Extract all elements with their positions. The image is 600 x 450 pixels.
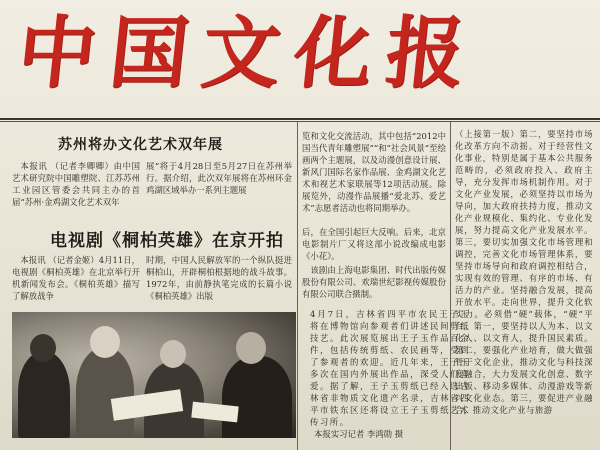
middle-column-mid [302, 226, 446, 262]
story2-paragraph-left: 本报讯 （记者金姬）4月11日，电视剧《桐柏英雄》在北京举行开机新闻发布会。《桐柏英雄》描写了解放战争 [12, 255, 140, 301]
masthead-rule [0, 118, 600, 120]
feature-photo [12, 312, 296, 438]
story1-paragraph-left: 本报讯 （记者李卿卿）由中国艺术研究院中国雕塑院、江苏苏州工业园区管委会共同主办的首届“苏州·金鸡湖文化艺术双年 [12, 161, 140, 207]
photo-caption: 4月7日，吉林省四平市农民王子玉将在博物馆向参观者们讲述民间剪纸技艺。此次展览展出王子玉作品百余件，包括传统剪纸、农民画等，受到了参观者的欢迎。近几年来，王子玉多次在国内外展出作品，深受人们喜爱。据了解，王子玉剪纸已经入选吉林省非物质文化遗产名录，吉林省四平市铁东区还将设立王子玉剪纸艺术传习所。 [310, 309, 470, 427]
story2-body-right [146, 254, 292, 308]
middle-paragraph-2: 后，在全国引起巨大反响。后来，北京电影制片厂又将这部小说改编成电影《小花》。 [302, 227, 446, 261]
story1-body-right [146, 160, 292, 222]
middle-paragraph-1: 览和文化交流活动，其中包括“2012中国当代青年雕塑展”“和”社会风景“至绘画两个主题展，以及动漫创意设计展、新风门国际名家作品展、金鸡湖文化艺术和视艺术家联展等12项活动展。除展览外，动漫作品展播“爱北苏、爱艺术”志愿者活动也将同期举办。 [302, 131, 446, 213]
story2-paragraph-right: 时期，中国人民解放军的一个纵队挺进桐柏山，开辟桐柏根据地的战斗故事。1972年，由前静执笔完成的长篇小说《桐柏英雄》出版 [146, 255, 292, 301]
middle-column-top [302, 130, 446, 222]
middle-paragraph-3: 该剧由上海电影集团、时代出版传媒股份有限公司、欢瑞世纪影视传媒股份有限公司联合摄制。 [302, 265, 446, 299]
masthead-title: 中国文化报 [13, 8, 483, 99]
story2-body-left [12, 254, 140, 308]
story2-headline: 电视剧《桐柏英雄》在京开拍 [50, 231, 284, 251]
right-column-text: （上接第一版）第二，要坚持市场化改革方向不动摇。对于经营性文化事业，特别是属于基本公共服务范畴的，必须政府投入、政府主导，充分发挥市场机制作用。对于文化产业发展，必须坚持以市场为导向，加大政府扶持力度，推动文化产业规模化、集约化、专业化发展，努力提高文化产业发展水平。第三，要切实加强文化市场管理和调控，完善文化市场管理体系，要坚持市场导向和政府调控相结合，实现有效的管理、有序的市场、有活力的产业。坚持融合发展，提高开放水平。走向世界，提升文化软实力。必须借“硬”载体，“硬”平台。第一，要坚持以人为本、以文化人、以文育人，提升国民素质。第二，要强化产业培育，做大做强骨干文化企业，推动文化与科技深度融合，大力发展文化创意、数字出版、移动多媒体、动漫游戏等新兴文化业态。第三，要促进产业融合，推动文化产业与旅游 [455, 129, 593, 415]
story1-headline: 苏州将办文化艺术双年展 [58, 137, 223, 153]
photo-byline: 本报实习记者 李鸿勋 摄 [314, 429, 404, 439]
right-column [455, 128, 593, 446]
story1-body-left [12, 160, 140, 222]
masthead-rule-thin [0, 121, 600, 122]
middle-column-bottom [302, 264, 446, 304]
story1-paragraph-right: 展”将于4月28日至5月27日在苏州举行。据介绍，此次双年展将在苏州环金鸡湖区域举办一系列主题展 [146, 161, 292, 195]
column-divider-1 [297, 122, 298, 450]
